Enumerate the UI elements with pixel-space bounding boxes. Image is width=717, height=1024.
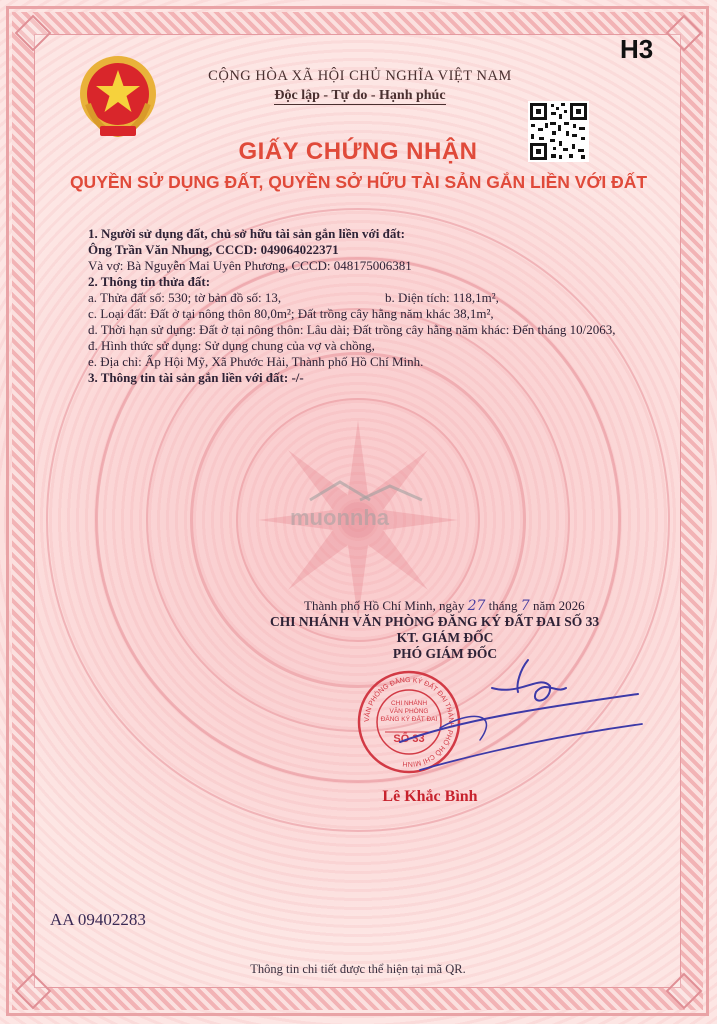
owner-line: Ông Trần Văn Nhung, CCCD: 049064022371 (88, 242, 339, 257)
nation-motto (150, 88, 570, 104)
seal-line: CHI NHÁNH (390, 700, 428, 707)
qr-footer-note: Thông tin chi tiết được thể hiện tại mã QR. (250, 962, 466, 976)
section1-heading: 1. Người sử dụng đất, chủ sở hữu tài sản gắn liền với đất: (88, 226, 405, 241)
handwritten-signature-icon (380, 650, 660, 790)
watermark-text: muonnha (290, 505, 389, 530)
deputy-role: PHÓ GIÁM ĐỐC (392, 646, 498, 661)
usage-form: đ. Hình thức sử dụng: Sử dụng chung của vợ và chồng, (88, 338, 375, 353)
month-label: tháng (488, 598, 518, 613)
usage-term: d. Thời hạn sử dụng: Đất ở tại nông thôn: Lâu dài; Đất trồng cây hằng năm khác: Đến tháng 10/2063, (88, 322, 616, 337)
issue-place: Thành phố Hồ Chí Minh, ngày (304, 598, 465, 613)
nation-title: CỘNG HÒA XÃ HỘI CHỦ NGHĨA VIỆT NAM (208, 68, 512, 84)
issue-month: 7 (520, 598, 530, 614)
seal-line: ĐĂNG KÝ ĐẤT ĐAI (380, 716, 438, 723)
section2-heading: 2. Thông tin thửa đất: (88, 274, 211, 289)
house-roof-icon (290, 478, 430, 502)
parcel-number: a. Thửa đất số: 530; tờ bản đồ số: 13, (88, 290, 282, 305)
issue-date-line (304, 598, 585, 614)
kt-label: KT. GIÁM ĐỐC (396, 630, 494, 645)
issue-year: năm 2026 (532, 598, 585, 613)
serial-number: AA 09402283 (50, 910, 146, 929)
signer-name: Lê Khắc Bình (382, 788, 478, 805)
motto-text: Độc lập - Tự do - Hạnh phúc (274, 88, 446, 103)
land-type: c. Loại đất: Đất ở tại nông thôn 80,0m²; Đất trồng cây hằng năm khác 38,1m², (88, 306, 494, 321)
certificate-title: GIẤY CHỨNG NHẬN (238, 138, 478, 165)
section3-heading: 3. Thông tin tài sản gắn liền với đất: (88, 370, 289, 385)
address-line: e. Địa chỉ: Ấp Hội Mỹ, Xã Phước Hải, Thành phố Hồ Chí Minh. (88, 354, 424, 369)
issue-day: 27 (467, 598, 486, 614)
section3-line (88, 370, 304, 386)
watermark-logo (290, 478, 430, 531)
section3-value: -/- (291, 370, 304, 385)
certificate-subtitle: QUYỀN SỬ DỤNG ĐẤT, QUYỀN SỞ HỮU TÀI SẢN GẮN LIỀN VỚI ĐẤT (69, 172, 648, 192)
seal-line: VĂN PHÒNG (389, 708, 429, 715)
seal-number: SỐ 33 (393, 733, 425, 745)
spouse-line: Và vợ: Bà Nguyễn Mai Uyên Phương, CCCD: 048175006381 (88, 258, 412, 273)
seal-ring-text: VĂN PHÒNG ĐĂNG KÝ ĐẤT ĐAI THÀNH PHỐ HỒ CHÍ MINH (363, 676, 455, 768)
parcel-area: b. Diện tích: 118,1m², (385, 290, 499, 305)
corner-code: H3 (620, 34, 654, 64)
national-emblem-icon (78, 54, 158, 140)
issuing-office: CHI NHÁNH VĂN PHÒNG ĐĂNG KÝ ĐẤT ĐAI SỐ 33 (270, 614, 600, 629)
